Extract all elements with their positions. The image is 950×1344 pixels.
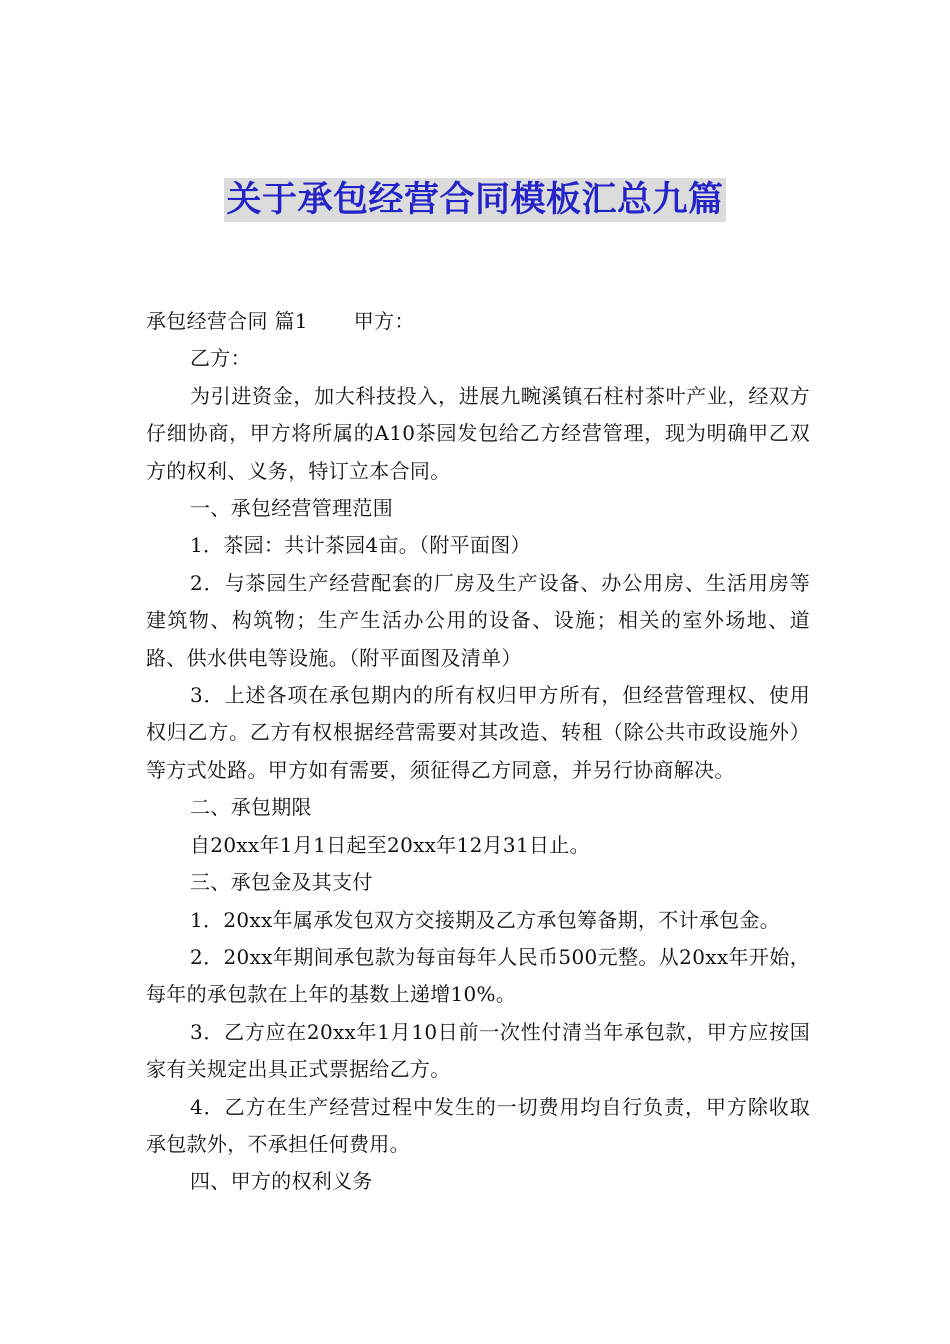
document-body [146, 303, 810, 1201]
paragraph: 为引进资金，加大科技投入，进展九畹溪镇石柱村茶叶产业，经双方仔细协商，甲方将所属的A10茶园发包给乙方经营管理，现为明确甲乙双方的权利、义务，特订立本合同。 [146, 383, 810, 483]
paragraph: 4．乙方在生产经营过程中发生的一切费用均自行负责，甲方除收取承包款外，不承担任何费用。 [146, 1094, 810, 1156]
section-heading: 承包经营合同 篇1 [146, 309, 308, 333]
paragraph: 自20xx年1月1日起至20xx年12月31日止。 [190, 832, 590, 857]
first-line [146, 303, 810, 340]
paragraph: 四、甲方的权利义务 [190, 1169, 373, 1194]
document-title: 关于承包经营合同模板汇总九篇 [226, 180, 724, 220]
paragraph: 1．20xx年属承发包双方交接期及乙方承包筹备期，不计承包金。 [190, 907, 781, 932]
paragraph: 一、承包经营管理范围 [190, 496, 393, 521]
paragraph: 3．乙方应在20xx年1月10日前一次性付清当年承包款，甲方应按国家有关规定出具正式票据给乙方。 [146, 1019, 810, 1082]
party-a-label: 甲方： [353, 309, 415, 333]
paragraph: 3．上述各项在承包期内的所有权归甲方所有，但经营管理权、使用权归乙方。乙方有权根据经营需要对其改造、转租（除公共市政设施外）等方式处路。甲方如有需要，须征得乙方同意，并另行协商解决。 [146, 683, 810, 782]
paragraph: 1．茶园：共计茶园4亩。（附平面图） [190, 533, 531, 558]
paragraph: 2．与茶园生产经营配套的厂房及生产设备、办公用房、生活用房等建筑物、构筑物；生产生活办公用的设备、设施；相关的室外场地、道路、供水供电等设施。（附平面图及清单） [146, 570, 810, 670]
paragraph: 乙方： [190, 346, 251, 371]
paragraph: 三、承包金及其支付 [190, 870, 373, 895]
paragraph: 2．20xx年期间承包款为每亩每年人民币500元整。从20xx年开始，每年的承包款在上年的基数上递增10%。 [146, 944, 810, 1007]
title-container [0, 178, 950, 222]
paragraph: 二、承包期限 [190, 795, 312, 820]
